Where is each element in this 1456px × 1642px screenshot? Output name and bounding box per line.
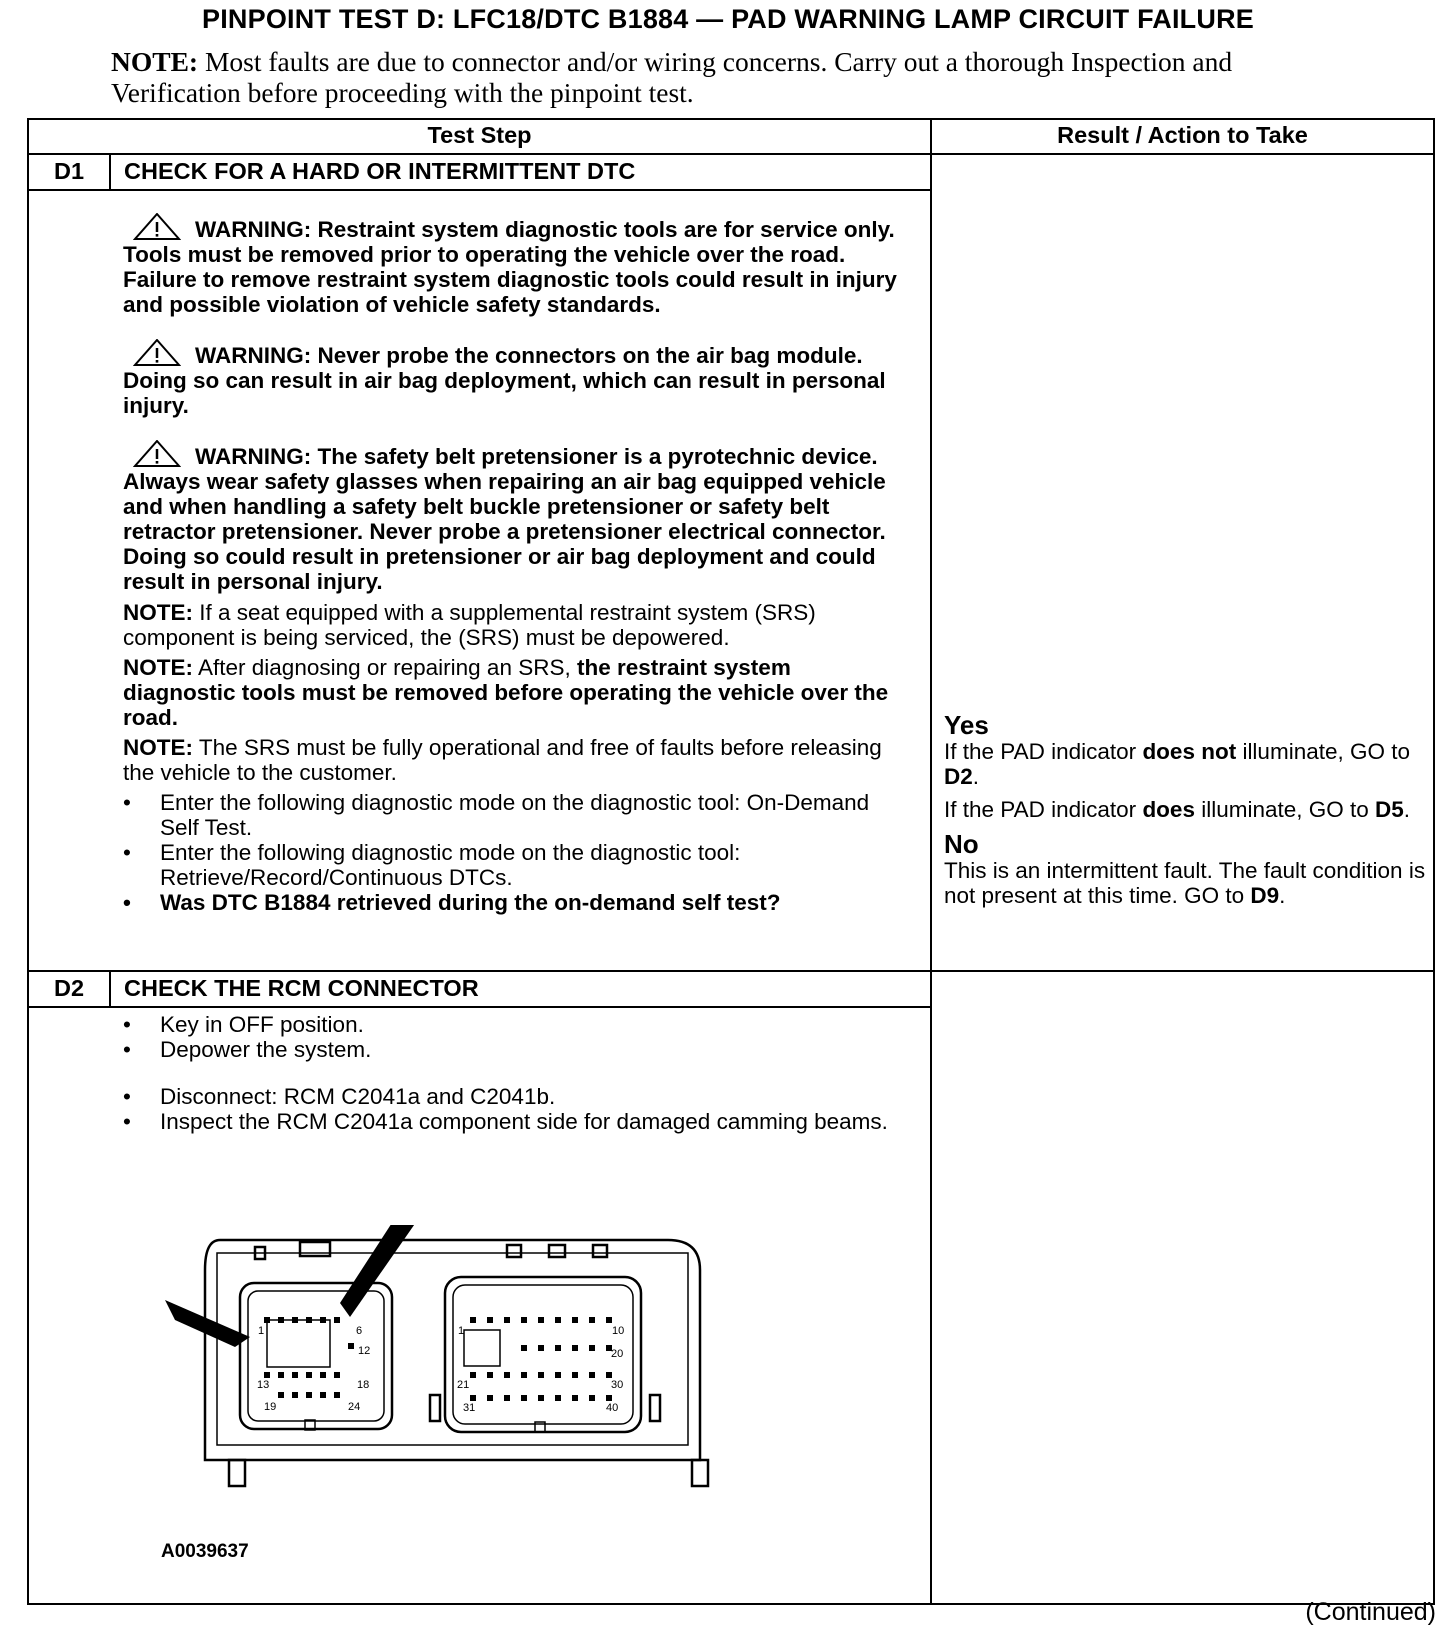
pin-label: 1 [258, 1325, 265, 1337]
step-title-d2: CHECK THE RCM CONNECTOR [124, 975, 479, 1001]
goto-step-link[interactable]: D5 [1375, 797, 1404, 822]
page-title: PINPOINT TEST D: LFC18/DTC B1884 — PAD WARNING LAMP CIRCUIT FAILURE [202, 4, 1254, 34]
warning-block [123, 213, 898, 317]
list-item: • Inspect the RCM C2041a component side for damaged camming beams. [123, 1109, 898, 1134]
table-divider-id-d1 [109, 155, 111, 191]
table-divider-result [930, 118, 932, 1605]
step-body-d1 [123, 213, 898, 915]
pin-label: 18 [357, 1379, 370, 1391]
note-label: NOTE: [123, 735, 193, 760]
figure-id: A0039637 [161, 1541, 249, 1562]
result-text: If the PAD indicator [944, 797, 1143, 822]
result-yes-action-1 [944, 739, 1429, 789]
result-bold: does not [1142, 739, 1237, 764]
step-title-d1: CHECK FOR A HARD OR INTERMITTENT DTC [124, 158, 636, 184]
note-text: If a seat equipped with a supplemental restraint system (SRS) component is being serviced, the (SRS) must be depowered. [123, 600, 816, 650]
note-text: After diagnosing or repairing an SRS, [193, 655, 577, 680]
table-rule-d2-start [27, 970, 1435, 972]
note-bold-text: the restraint system diagnostic tools must be removed before operating the vehicle over the road. [123, 655, 889, 730]
pin-label: 20 [611, 1348, 624, 1360]
result-no-label: No [944, 829, 979, 859]
note-text: The SRS must be fully operational and free of faults before releasing the vehicle to the customer. [123, 735, 882, 785]
result-text: illuminate, GO to [1236, 739, 1411, 764]
step-id-d1: D1 [53, 158, 85, 184]
list-item: • Enter the following diagnostic mode on the diagnostic tool: Retrieve/Record/Continuous DTCs. [123, 840, 898, 890]
step-question: • Was DTC B1884 retrieved during the on-demand self test? [123, 890, 898, 915]
pin-label: 13 [257, 1379, 270, 1391]
list-item: • Depower the system. [123, 1037, 898, 1062]
warning-text: WARNING: The safety belt pretensioner is a pyrotechnic device. Always wear safety glasses when repairing an air bag equipped vehicle and when handling a safety belt buckle pretensioner or safety belt retractor pretensioner. Never probe a pretensioner electrical connector. Doing so could result in pretensioner or air bag deployment and could result in personal injury. [123, 444, 886, 594]
note-remove-tools [123, 655, 898, 730]
pin-label: 24 [348, 1401, 361, 1413]
result-text: . [1279, 883, 1286, 908]
warning-triangle-icon [133, 339, 181, 367]
step-id-d2: D2 [53, 975, 85, 1001]
result-yes-action-2 [944, 797, 1429, 822]
pin-label: 1 [458, 1325, 465, 1337]
header-result-action: Result / Action to Take [1057, 122, 1308, 148]
pin-label: 19 [264, 1401, 277, 1413]
header-test-step: Test Step [427, 122, 532, 148]
note-operational [123, 735, 898, 785]
pin-label: 30 [611, 1379, 624, 1391]
result-text: illuminate, GO to [1194, 797, 1376, 822]
pin-label: 12 [358, 1345, 371, 1357]
list-item: • Enter the following diagnostic mode on the diagnostic tool: On-Demand Self Test. [123, 790, 898, 840]
pin-label: 21 [457, 1379, 470, 1391]
result-text: . [1403, 797, 1411, 822]
continued-label: (Continued) [1305, 1598, 1436, 1626]
note-label: NOTE: [123, 600, 193, 625]
pin-label: 10 [612, 1325, 625, 1337]
rcm-connector-diagram [160, 1225, 735, 1495]
result-text: If the PAD indicator [944, 739, 1143, 764]
arrow-pointer-icon [165, 1300, 250, 1347]
step-body-d2 [123, 1012, 898, 1134]
result-text: . [972, 764, 980, 789]
table-divider-id-d2 [109, 972, 111, 1008]
goto-step-link[interactable]: D2 [944, 764, 973, 789]
table-rule-header [27, 153, 1435, 155]
warning-triangle-icon [133, 213, 181, 241]
table-rule-d2-title [27, 1006, 931, 1008]
pin-label: 6 [356, 1325, 363, 1337]
top-note-text: Most faults are due to connector and/or wiring concerns. Carry out a thorough Inspection and Verification before proceeding with the pinpoint test. [111, 46, 1233, 108]
warning-block [123, 339, 898, 418]
top-note [111, 46, 1261, 108]
list-item: • Disconnect: RCM C2041a and C2041b. [123, 1084, 898, 1109]
warning-block [123, 440, 898, 594]
list-item: • Key in OFF position. [123, 1012, 898, 1037]
warning-text: WARNING: Restraint system diagnostic tools are for service only. Tools must be removed prior to operating the vehicle over the road. Failure to remove restraint system diagnostic tools could result in injury and possible violation of vehicle safety standards. [123, 217, 897, 317]
note-label: NOTE: [123, 655, 193, 680]
warning-triangle-icon [133, 440, 181, 468]
result-text: This is an intermittent fault. The fault condition is not present at this time. GO to [944, 858, 1426, 908]
pin-label: 31 [463, 1402, 476, 1414]
result-no-action [944, 858, 1429, 908]
pin-label: 40 [606, 1402, 619, 1414]
goto-step-link[interactable]: D9 [1250, 883, 1280, 908]
top-note-label: NOTE: [111, 46, 199, 77]
result-yes-label: Yes [944, 710, 989, 740]
table-rule-d1-title [27, 189, 931, 191]
result-d1 [944, 711, 1429, 916]
warning-text: WARNING: Never probe the connectors on the air bag module. Doing so can result in air bag deployment, which can result in personal injury. [123, 343, 886, 418]
note-depower [123, 600, 898, 650]
result-bold: does [1142, 797, 1195, 822]
